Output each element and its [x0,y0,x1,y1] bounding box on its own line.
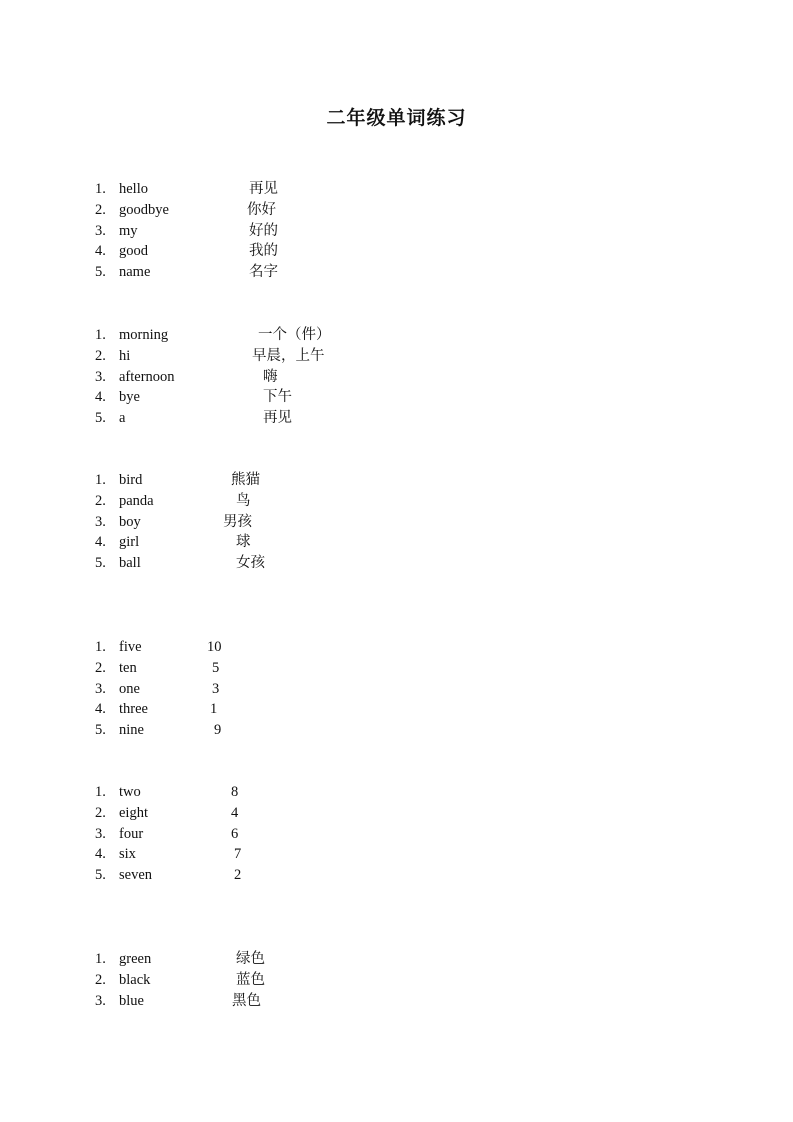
word-group-4 [0,637,793,741]
word-group-5 [0,782,793,886]
english-word: five [119,639,142,655]
item-number: 2. [95,659,106,676]
english-word: green [119,951,152,967]
word-row [0,200,793,221]
chinese-meaning: 2 [234,867,242,884]
chinese-meaning: 男孩 [223,513,252,530]
item-number: 2. [95,971,106,988]
word-row [0,699,793,720]
english-word: two [119,784,141,800]
chinese-meaning: 嗨 [263,368,278,385]
english-word: a [119,410,126,427]
page-title: 二年级单词练习 [326,108,467,129]
item-number: 2. [95,804,106,821]
item-number: 3. [95,680,106,697]
english-word: my [119,222,138,239]
item-number: 4. [95,389,106,406]
word-row [0,865,793,886]
item-number: 2. [95,201,106,218]
item-number: 3. [95,222,106,239]
item-number: 3. [95,513,106,530]
word-row [0,512,793,533]
english-word: name [119,264,151,281]
word-group-2 [0,325,793,429]
english-word: six [119,846,136,863]
item-number: 1. [95,181,106,197]
english-word: afternoon [119,368,175,385]
word-row [0,408,793,429]
item-number: 3. [95,992,106,1009]
chinese-meaning: 鸟 [236,492,251,509]
chinese-meaning: 球 [236,534,251,551]
word-row [0,824,793,845]
english-word: girl [119,534,140,551]
chinese-meaning: 熊猫 [231,472,260,488]
english-word: ball [119,555,141,572]
word-row [0,949,793,970]
word-row [0,782,793,803]
chinese-meaning: 女孩 [236,555,265,572]
word-row [0,803,793,824]
english-word: three [119,701,148,718]
word-row [0,720,793,741]
english-word: eight [119,804,148,821]
english-word: panda [119,492,154,509]
word-row [0,658,793,679]
word-row [0,241,793,262]
item-number: 4. [95,243,106,260]
english-word: nine [119,722,144,739]
word-row [0,387,793,408]
item-number: 4. [95,846,106,863]
word-row [0,679,793,700]
chinese-meaning: 一个（件） [258,327,331,343]
item-number: 1. [95,639,106,655]
item-number: 1. [95,327,106,343]
english-word: morning [119,327,169,343]
chinese-meaning: 你好 [247,201,276,218]
item-number: 5. [95,555,106,572]
item-number: 1. [95,951,106,967]
chinese-meaning: 5 [212,659,220,676]
word-row [0,637,793,658]
word-group-1 [0,179,793,283]
item-number: 3. [95,825,106,842]
word-row [0,970,793,991]
chinese-meaning: 下午 [263,389,292,406]
english-word: goodbye [119,201,169,218]
word-row [0,325,793,346]
chinese-meaning: 10 [207,639,222,655]
word-row [0,991,793,1012]
english-word: blue [119,992,144,1009]
english-word: boy [119,513,141,530]
english-word: seven [119,867,153,884]
chinese-meaning: 黑色 [232,992,261,1009]
chinese-meaning: 1 [210,701,218,718]
english-word: bird [119,472,143,488]
item-number: 1. [95,472,106,488]
chinese-meaning: 绿色 [236,951,265,967]
chinese-meaning: 我的 [249,243,278,260]
word-row [0,346,793,367]
chinese-meaning: 好的 [249,222,278,239]
item-number: 4. [95,701,106,718]
item-number: 5. [95,867,106,884]
english-word: ten [119,659,137,676]
word-row [0,553,793,574]
chinese-meaning: 7 [234,846,242,863]
item-number: 5. [95,410,106,427]
item-number: 5. [95,722,106,739]
chinese-meaning: 再见 [263,410,292,427]
word-row [0,532,793,553]
word-row [0,179,793,200]
chinese-meaning: 再见 [249,181,278,197]
item-number: 4. [95,534,106,551]
item-number: 5. [95,264,106,281]
chinese-meaning: 蓝色 [236,971,265,988]
word-row [0,491,793,512]
english-word: hello [119,181,148,197]
chinese-meaning: 早晨，上午 [252,347,325,364]
word-row [0,367,793,388]
word-row [0,844,793,865]
chinese-meaning: 3 [212,680,220,697]
english-word: black [119,971,151,988]
word-row [0,262,793,283]
item-number: 2. [95,492,106,509]
item-number: 3. [95,368,106,385]
item-number: 2. [95,347,106,364]
english-word: one [119,680,140,697]
word-group-6 [0,949,793,1011]
word-group-3 [0,470,793,574]
english-word: good [119,243,148,260]
chinese-meaning: 9 [214,722,222,739]
chinese-meaning: 4 [231,804,239,821]
word-row [0,221,793,242]
item-number: 1. [95,784,106,800]
english-word: four [119,825,144,842]
english-word: bye [119,389,140,406]
chinese-meaning: 名字 [249,264,278,281]
word-row [0,470,793,491]
english-word: hi [119,347,131,364]
chinese-meaning: 8 [231,784,239,800]
chinese-meaning: 6 [231,825,239,842]
